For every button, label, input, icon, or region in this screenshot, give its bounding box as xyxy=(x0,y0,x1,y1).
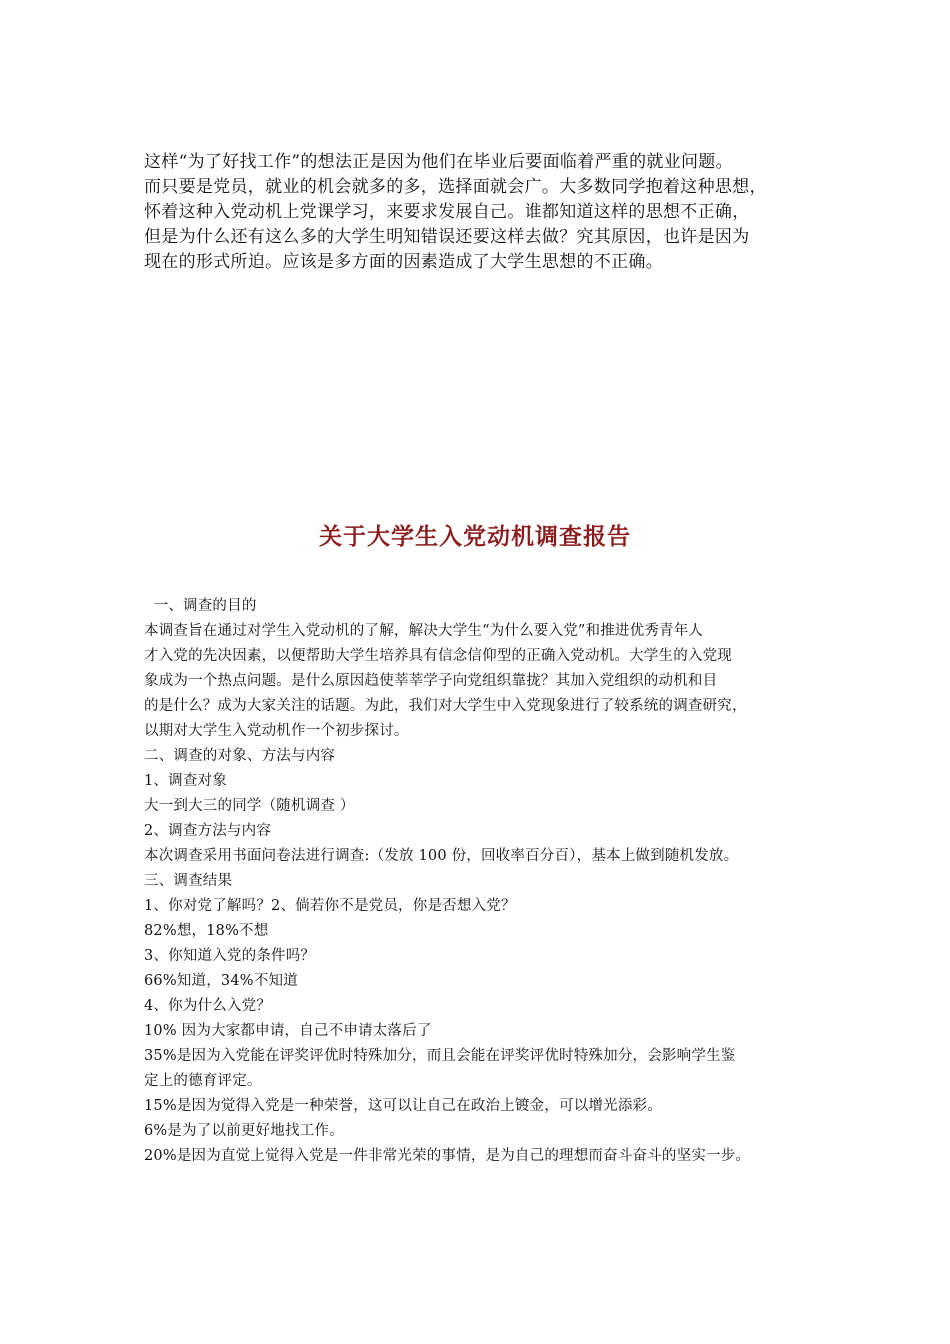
section-heading-results: 三、调查结果 xyxy=(144,873,233,889)
answer-line: 20%是因为直觉上觉得入党是一件非常光荣的事情，是为自己的理想而奋斗奋斗的坚实一步。 xyxy=(144,1148,751,1164)
report-body xyxy=(144,594,824,1169)
report-title: 关于大学生入党动机调查报告 xyxy=(319,524,631,550)
subheading-method: 2、调查方法与内容 xyxy=(144,823,272,839)
top-paragraph xyxy=(144,150,814,275)
body-line: 象成为一个热点问题。是什么原因趋使莘莘学子向党组织靠拢？其加入党组织的动机和目 xyxy=(144,673,718,689)
section-heading-method: 二、调查的对象、方法与内容 xyxy=(144,748,336,764)
paragraph-line: 怀着这种入党动机上党课学习，来要求发展自己。谁都知道这样的思想不正确， xyxy=(144,202,750,222)
answer-line: 10% 因为大家都申请，自己不申请太落后了 xyxy=(144,1023,432,1039)
answer-line: 66%知道，34%不知道 xyxy=(144,973,298,989)
paragraph-line: 这样“为了好找工作”的想法正是因为他们在毕业后要面临着严重的就业问题。 xyxy=(144,152,733,172)
answer-line: 6%是为了以前更好地找工作。 xyxy=(144,1123,344,1139)
body-line: 才入党的先决因素，以便帮助大学生培养具有信念信仰型的正确入党动机。大学生的入党现 xyxy=(144,648,732,664)
body-line: 大一到大三的同学（随机调查 ） xyxy=(144,798,355,814)
answer-line: 82%想，18%不想 xyxy=(144,923,269,939)
question-line: 3、你知道入党的条件吗？ xyxy=(144,948,316,964)
paragraph-line: 但是为什么还有这么多的大学生明知错误还要这样去做？究其原因，也许是因为 xyxy=(144,227,750,247)
body-line: 本调查旨在通过对学生入党动机的了解，解决大学生“为什么要入党”和推进优秀青年人 xyxy=(144,623,704,639)
question-line: 1、你对党了解吗？2、倘若你不是党员，你是否想入党？ xyxy=(144,898,516,914)
body-line: 本次调查采用书面问卷法进行调查:（发放 100 份，回收率百分百），基本上做到随机发放。 xyxy=(144,848,739,864)
answer-line: 15%是因为觉得入党是一种荣誉，这可以让自己在政治上镀金，可以增光添彩。 xyxy=(144,1098,662,1114)
answer-line: 35%是因为入党能在评奖评优时特殊加分，而且会能在评奖评优时特殊加分，会影响学生鉴 xyxy=(144,1048,736,1064)
question-line: 4、你为什么入党？ xyxy=(144,998,272,1014)
paragraph-line: 现在的形式所迫。应该是多方面的因素造成了大学生思想的不正确。 xyxy=(144,252,663,272)
body-line: 的是什么？成为大家关注的话题。为此，我们对大学生中入党现象进行了较系统的调查研究， xyxy=(144,698,747,714)
answer-line: 定上的德育评定。 xyxy=(144,1073,262,1089)
section-heading-purpose: 一、调查的目的 xyxy=(144,598,257,614)
paragraph-line: 而只要是党员，就业的机会就多的多，选择面就会广。大多数同学抱着这种思想， xyxy=(144,177,767,197)
body-line: 以期对大学生入党动机作一个初步探讨。 xyxy=(144,723,409,739)
subheading-subjects: 1、调查对象 xyxy=(144,773,227,789)
